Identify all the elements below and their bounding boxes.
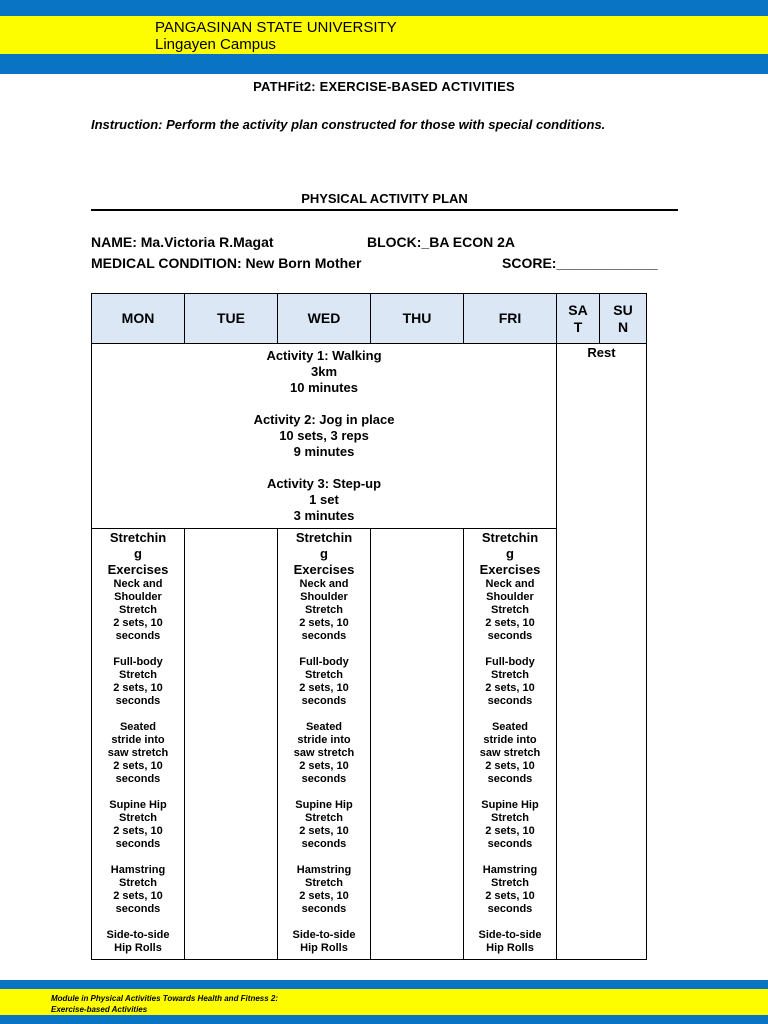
stretch-item: Neck and Shoulder Stretch 2 sets, 10 seconds [485,578,535,642]
stretch-item: Neck and Shoulder Stretch 2 sets, 10 seconds [299,578,349,642]
stretch-item: Full-body Stretch 2 sets, 10 seconds [299,656,349,707]
stretching-title: Stretchin g Exercises [293,530,355,577]
plan-title: PHYSICAL ACTIVITY PLAN [301,191,468,206]
campus-name: Lingayen Campus [155,36,276,53]
stretch-item: Seated stride into saw stretch 2 sets, 10 seconds [107,721,169,785]
name-field: NAME: Ma.Victoria R.Magat [91,234,274,250]
stretch-item: Supine Hip Stretch 2 sets, 10 seconds [109,799,167,850]
empty-cell-thu [371,529,464,960]
footer-blue-band-top [0,980,768,989]
footer-line-2: Exercise-based Activities [51,1005,148,1014]
rest-cell: Rest [557,344,647,960]
footer-text [51,993,278,1015]
day-fri: FRI [464,294,557,344]
activity-block: Activity 3: Step-up 1 set 3 minutes [266,476,382,523]
university-name: PANGASINAN STATE UNIVERSITY [155,19,397,36]
medical-condition-field: MEDICAL CONDITION: New Born Mother [91,255,362,271]
stretch-item: Seated stride into saw stretch 2 sets, 10 seconds [479,721,541,785]
document-title: PATHFit2: EXERCISE-BASED ACTIVITIES [253,79,515,94]
stretch-cell-mon [92,529,185,960]
empty-cell-tue [185,529,278,960]
stretch-item: Hamstring Stretch 2 sets, 10 seconds [110,864,166,915]
stretch-item: Side-to-side Hip Rolls [478,929,542,954]
footer-blue-band-bottom [0,1015,768,1024]
stretch-item: Supine Hip Stretch 2 sets, 10 seconds [295,799,353,850]
activity-block: Activity 2: Jog in place 10 sets, 3 reps 9 minutes [253,412,395,459]
stretch-cell-wed [278,529,371,960]
header-blue-band-bottom [0,54,768,74]
day-wed: WED [278,294,371,344]
day-sat: SA T [557,294,600,344]
stretch-item: Side-to-side Hip Rolls [106,929,170,954]
stretching-title: Stretchin g Exercises [479,530,541,577]
stretch-item: Full-body Stretch 2 sets, 10 seconds [113,656,163,707]
header-text [155,19,397,53]
day-thu: THU [371,294,464,344]
activities-row [92,344,647,529]
day-tue: TUE [185,294,278,344]
stretch-item: Hamstring Stretch 2 sets, 10 seconds [296,864,352,915]
header-blue-band-top [0,0,768,16]
stretch-cell-fri [464,529,557,960]
footer-line-1: Module in Physical Activities Towards Health and Fitness 2: [51,994,279,1003]
activity-plan-table [91,293,647,960]
activities-cell [92,344,557,529]
stretch-item: Neck and Shoulder Stretch 2 sets, 10 seconds [113,578,163,642]
stretch-item: Side-to-side Hip Rolls [292,929,356,954]
stretch-item: Supine Hip Stretch 2 sets, 10 seconds [481,799,539,850]
activity-block: Activity 1: Walking 3km 10 minutes [266,348,382,395]
day-mon: MON [92,294,185,344]
table-header-row [92,294,647,344]
instruction-text: Instruction: Perform the activity plan constructed for those with special conditions. [91,117,606,132]
title-rule [91,209,678,211]
stretch-item: Seated stride into saw stretch 2 sets, 10 seconds [293,721,355,785]
stretching-title: Stretchin g Exercises [107,530,169,577]
score-field: SCORE:_____________ [502,255,658,271]
stretch-item: Full-body Stretch 2 sets, 10 seconds [485,656,535,707]
stretch-item: Hamstring Stretch 2 sets, 10 seconds [482,864,538,915]
block-field: BLOCK:_BA ECON 2A [367,234,516,250]
day-sun: SU N [600,294,647,344]
